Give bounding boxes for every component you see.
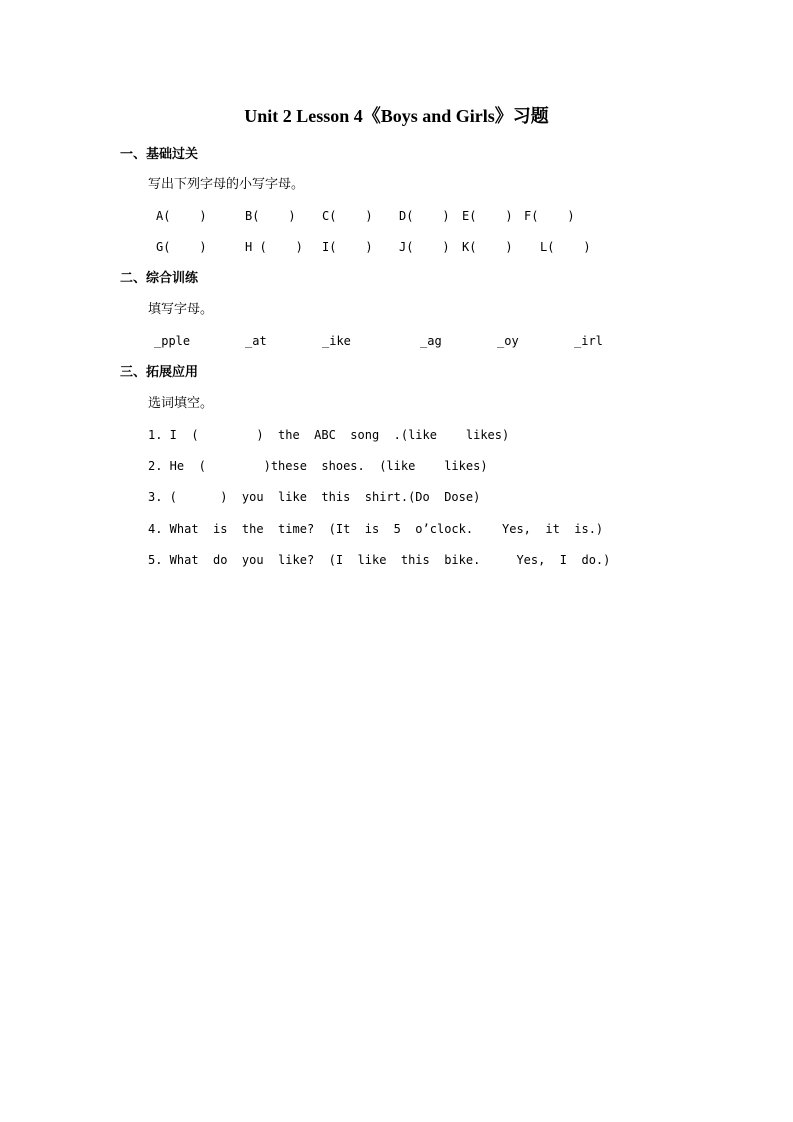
letter-item-f: F( ) (524, 209, 575, 223)
section-heading-application: 三、拓展应用 (120, 365, 199, 380)
section-heading-basic: 一、基础过关 (120, 147, 199, 162)
fill-item: _ike (322, 334, 351, 348)
letter-item-e: E( ) (462, 209, 513, 223)
section-instruction-practice: 填写字母。 (148, 302, 214, 317)
question-1: 1. I ( ) the ABC song .(like likes) (148, 428, 510, 442)
fill-item: _at (245, 334, 267, 348)
question-4: 4. What is the time? (It is 5 o’clock. Yes, it is.) (148, 522, 604, 536)
letter-row-1 (0, 207, 793, 225)
letter-row-2 (0, 238, 793, 256)
section-instruction-application: 选词填空。 (148, 396, 214, 411)
letter-item-d: D( ) (399, 209, 450, 223)
section-instruction-basic: 写出下列字母的小写字母。 (148, 177, 305, 192)
letter-item-c: C( ) (322, 209, 373, 223)
letter-item-k: K( ) (462, 240, 513, 254)
page-title: Unit 2 Lesson 4《Boys and Girls》习题 (244, 106, 549, 126)
fill-item: _ag (420, 334, 442, 348)
section-heading-practice: 二、综合训练 (120, 271, 199, 286)
letter-item-b: B( ) (245, 209, 296, 223)
question-5: 5. What do you like? (I like this bike. Yes, I do.) (148, 553, 611, 567)
fill-item: _irl (574, 334, 603, 348)
letter-item-g: G( ) (156, 240, 207, 254)
question-3: 3. ( ) you like this shirt.(Do Dose) (148, 490, 481, 504)
letter-item-j: J( ) (399, 240, 450, 254)
letter-item-h: H ( ) (245, 240, 303, 254)
fill-letter-row (0, 332, 793, 350)
fill-item: _oy (497, 334, 519, 348)
fill-item: _pple (154, 334, 191, 348)
question-2: 2. He ( )these shoes. (like likes) (148, 459, 488, 473)
letter-item-l: L( ) (540, 240, 591, 254)
letter-item-a: A( ) (156, 209, 207, 223)
letter-item-i: I( ) (322, 240, 373, 254)
